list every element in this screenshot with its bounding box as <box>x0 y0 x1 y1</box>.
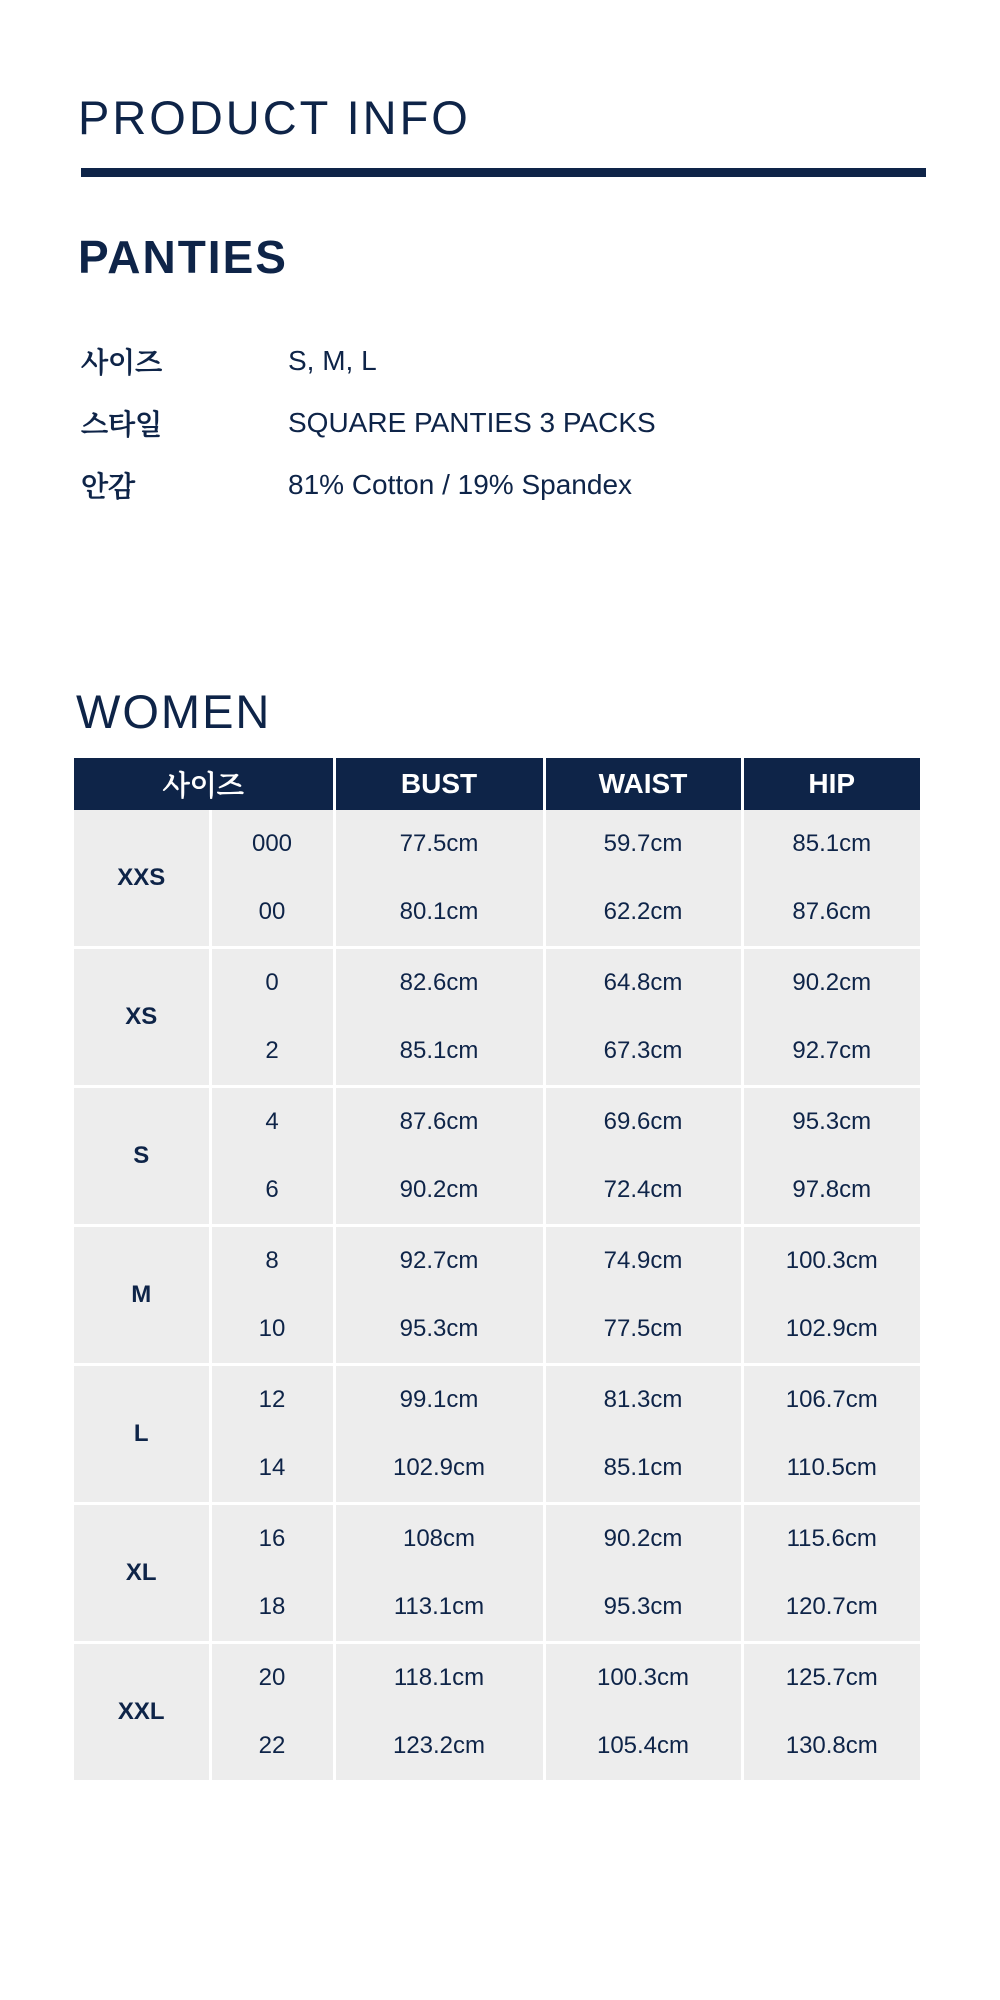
size-label-cell: M <box>74 1226 210 1365</box>
size-number-cell: 10 <box>210 1295 334 1365</box>
hip-cell: 87.6cm <box>742 878 920 948</box>
waist-cell: 72.4cm <box>544 1156 742 1226</box>
table-row <box>74 1365 920 1435</box>
column-header-waist: WAIST <box>544 758 742 810</box>
bust-cell: 77.5cm <box>334 810 544 878</box>
size-label-cell: S <box>74 1087 210 1226</box>
table-row <box>74 1087 920 1157</box>
bust-cell: 123.2cm <box>334 1712 544 1780</box>
size-number-cell: 16 <box>210 1504 334 1574</box>
product-name: PANTIES <box>78 231 288 283</box>
table-row <box>74 1643 920 1713</box>
waist-cell: 81.3cm <box>544 1365 742 1435</box>
waist-cell: 85.1cm <box>544 1434 742 1504</box>
size-chart-table <box>74 758 920 1780</box>
hip-cell: 106.7cm <box>742 1365 920 1435</box>
info-value: S, M, L <box>288 345 377 376</box>
size-number-cell: 20 <box>210 1643 334 1713</box>
bust-cell: 80.1cm <box>334 878 544 948</box>
hip-cell: 92.7cm <box>742 1017 920 1087</box>
product-info-list <box>81 330 941 516</box>
title-divider <box>81 168 926 177</box>
bust-cell: 82.6cm <box>334 948 544 1018</box>
size-number-cell: 6 <box>210 1156 334 1226</box>
size-label-cell: XXS <box>74 810 210 948</box>
waist-cell: 69.6cm <box>544 1087 742 1157</box>
bust-cell: 102.9cm <box>334 1434 544 1504</box>
bust-cell: 90.2cm <box>334 1156 544 1226</box>
size-number-cell: 22 <box>210 1712 334 1780</box>
info-row-lining <box>81 454 941 516</box>
hip-cell: 110.5cm <box>742 1434 920 1504</box>
waist-cell: 100.3cm <box>544 1643 742 1713</box>
waist-cell: 74.9cm <box>544 1226 742 1296</box>
size-label-cell: XXL <box>74 1643 210 1781</box>
table-row <box>74 1226 920 1296</box>
bust-cell: 113.1cm <box>334 1573 544 1643</box>
waist-cell: 95.3cm <box>544 1573 742 1643</box>
table-row <box>74 1504 920 1574</box>
table-header-row <box>74 758 920 810</box>
size-number-cell: 8 <box>210 1226 334 1296</box>
table-row <box>74 810 920 878</box>
hip-cell: 85.1cm <box>742 810 920 878</box>
info-label: 안감 <box>81 471 136 502</box>
size-label-cell: L <box>74 1365 210 1504</box>
size-chart-title: WOMEN <box>76 685 272 738</box>
size-number-cell: 2 <box>210 1017 334 1087</box>
waist-cell: 59.7cm <box>544 810 742 878</box>
waist-cell: 77.5cm <box>544 1295 742 1365</box>
hip-cell: 115.6cm <box>742 1504 920 1574</box>
waist-cell: 90.2cm <box>544 1504 742 1574</box>
waist-cell: 105.4cm <box>544 1712 742 1780</box>
hip-cell: 97.8cm <box>742 1156 920 1226</box>
info-label: 스타일 <box>81 409 163 440</box>
size-number-cell: 12 <box>210 1365 334 1435</box>
size-number-cell: 0 <box>210 948 334 1018</box>
hip-cell: 120.7cm <box>742 1573 920 1643</box>
size-label-cell: XL <box>74 1504 210 1643</box>
size-number-cell: 00 <box>210 878 334 948</box>
column-header-hip: HIP <box>742 758 920 810</box>
waist-cell: 64.8cm <box>544 948 742 1018</box>
hip-cell: 130.8cm <box>742 1712 920 1780</box>
hip-cell: 102.9cm <box>742 1295 920 1365</box>
bust-cell: 118.1cm <box>334 1643 544 1713</box>
bust-cell: 92.7cm <box>334 1226 544 1296</box>
bust-cell: 99.1cm <box>334 1365 544 1435</box>
hip-cell: 100.3cm <box>742 1226 920 1296</box>
hip-cell: 90.2cm <box>742 948 920 1018</box>
info-value: 81% Cotton / 19% Spandex <box>288 469 633 500</box>
bust-cell: 85.1cm <box>334 1017 544 1087</box>
size-number-cell: 4 <box>210 1087 334 1157</box>
info-row-style <box>81 392 941 454</box>
bust-cell: 108cm <box>334 1504 544 1574</box>
bust-cell: 95.3cm <box>334 1295 544 1365</box>
info-value: SQUARE PANTIES 3 PACKS <box>288 407 656 438</box>
size-number-cell: 000 <box>210 810 334 878</box>
waist-cell: 67.3cm <box>544 1017 742 1087</box>
info-row-size <box>81 330 941 392</box>
bust-cell: 87.6cm <box>334 1087 544 1157</box>
waist-cell: 62.2cm <box>544 878 742 948</box>
hip-cell: 95.3cm <box>742 1087 920 1157</box>
column-header-size: 사이즈 <box>74 758 334 810</box>
size-number-cell: 18 <box>210 1573 334 1643</box>
info-label: 사이즈 <box>81 347 163 378</box>
size-number-cell: 14 <box>210 1434 334 1504</box>
column-header-bust: BUST <box>334 758 544 810</box>
size-label-cell: XS <box>74 948 210 1087</box>
section-title: PRODUCT INFO <box>78 91 471 144</box>
size-chart-body <box>74 810 920 1780</box>
hip-cell: 125.7cm <box>742 1643 920 1713</box>
table-row <box>74 948 920 1018</box>
